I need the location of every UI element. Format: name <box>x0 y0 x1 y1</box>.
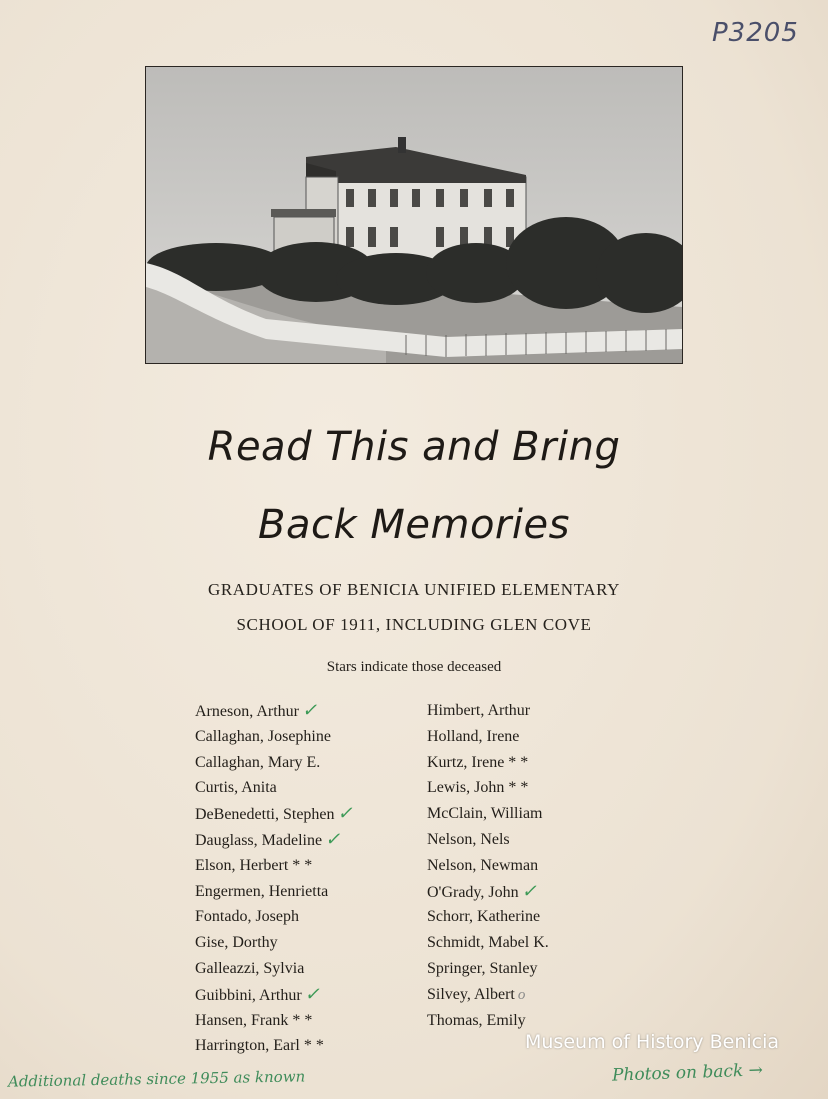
graduate-name <box>427 982 549 1008</box>
graduate-name <box>195 982 353 1008</box>
graduates-list-right <box>427 698 549 1033</box>
graduate-name <box>195 879 353 905</box>
graduate-name <box>195 724 353 750</box>
graduate-name-text: Hansen, Frank * * <box>195 1011 313 1029</box>
graduate-name <box>427 853 549 879</box>
schoolhouse-photo-drawing <box>146 67 682 363</box>
graduate-name-text: Lewis, John * * <box>427 779 529 797</box>
museum-watermark: Museum of History Benicia <box>525 1031 780 1053</box>
graduate-name-text: Fontado, Joseph <box>195 908 299 926</box>
check-mark: ✓ <box>521 880 537 901</box>
headline-line-1: Read This and Bring <box>207 424 621 470</box>
graduate-name <box>195 904 353 930</box>
graduate-name <box>427 750 549 776</box>
catalog-number: P3205 <box>712 18 799 48</box>
check-mark: ✓ <box>301 700 318 720</box>
graduate-name-text: Kurtz, Irene * * <box>427 753 529 771</box>
subtitle-line-2: SCHOOL OF 1911, INCLUDING GLEN COVE <box>236 615 592 634</box>
graduate-name <box>427 775 549 801</box>
deceased-note: Stars indicate those deceased <box>326 659 502 675</box>
graduate-name <box>427 724 549 750</box>
graduate-name <box>195 801 353 827</box>
graduate-name-text: Elson, Herbert * * <box>195 856 313 874</box>
handwritten-note-left: Additional deaths since 1955 as known <box>7 1067 306 1091</box>
graduate-name-text: Curtis, Anita <box>195 779 277 797</box>
graduate-name <box>427 879 549 905</box>
graduate-name <box>427 801 549 827</box>
graduate-name <box>195 827 353 853</box>
graduate-name-text: Callaghan, Josephine <box>195 727 331 745</box>
graduate-name-text: O'Grady, John <box>427 883 519 901</box>
graduate-name-text: Arneson, Arthur <box>195 703 299 720</box>
graduate-name-text: DeBenedetti, Stephen <box>195 806 335 824</box>
graduate-name-text: Callaghan, Mary E. <box>195 753 321 771</box>
graduate-name-text: Springer, Stanley <box>427 959 538 977</box>
graduate-name-text: Silvey, Albert <box>427 985 515 1003</box>
graduate-name <box>195 853 353 879</box>
graduate-name <box>427 956 549 982</box>
check-mark: ✓ <box>325 828 341 849</box>
graduate-name-text: McClain, William <box>427 805 543 823</box>
graduate-name-text: Gise, Dorthy <box>195 934 278 952</box>
graduate-name-text: Schorr, Katherine <box>427 908 541 926</box>
graduate-name-text: Himbert, Arthur <box>427 702 531 719</box>
graduate-name-text: Holland, Irene <box>427 727 520 745</box>
graduate-name <box>195 750 353 776</box>
graduate-name-text: Guibbini, Arthur <box>195 986 302 1004</box>
subtitle-line-1: GRADUATES OF BENICIA UNIFIED ELEMENTARY <box>207 580 621 599</box>
graduate-name <box>195 956 353 982</box>
graduate-name-text: Nelson, Newman <box>427 856 539 874</box>
check-mark: ✓ <box>337 803 353 824</box>
graduate-name <box>195 1008 353 1034</box>
graduate-name-text: Thomas, Emily <box>427 1011 526 1029</box>
graduate-name <box>427 904 549 930</box>
handwritten-note-right: Photos on back → <box>611 1060 764 1086</box>
graduate-name <box>427 827 549 853</box>
graduate-name <box>195 698 353 724</box>
graduate-name-text: Dauglass, Madeline <box>195 831 323 849</box>
graduate-name <box>195 1033 353 1059</box>
graduate-name-text: Nelson, Nels <box>427 830 510 848</box>
graduate-name <box>195 775 353 801</box>
check-mark: ✓ <box>304 983 320 1004</box>
schoolhouse-photo <box>145 66 683 364</box>
graduate-name-text: Galleazzi, Sylvia <box>195 959 305 977</box>
graduate-name <box>427 930 549 956</box>
graduate-name <box>427 1008 549 1034</box>
circle-mark: o <box>517 986 526 1003</box>
graduate-name <box>195 930 353 956</box>
graduate-name-text: Harrington, Earl * * <box>195 1037 324 1055</box>
graduate-name-text: Schmidt, Mabel K. <box>427 934 549 952</box>
graduate-name <box>427 698 549 724</box>
headline-line-2: Back Memories <box>258 502 570 548</box>
graduate-name-text: Engermen, Henrietta <box>195 882 329 900</box>
graduates-list-left <box>195 698 353 1059</box>
